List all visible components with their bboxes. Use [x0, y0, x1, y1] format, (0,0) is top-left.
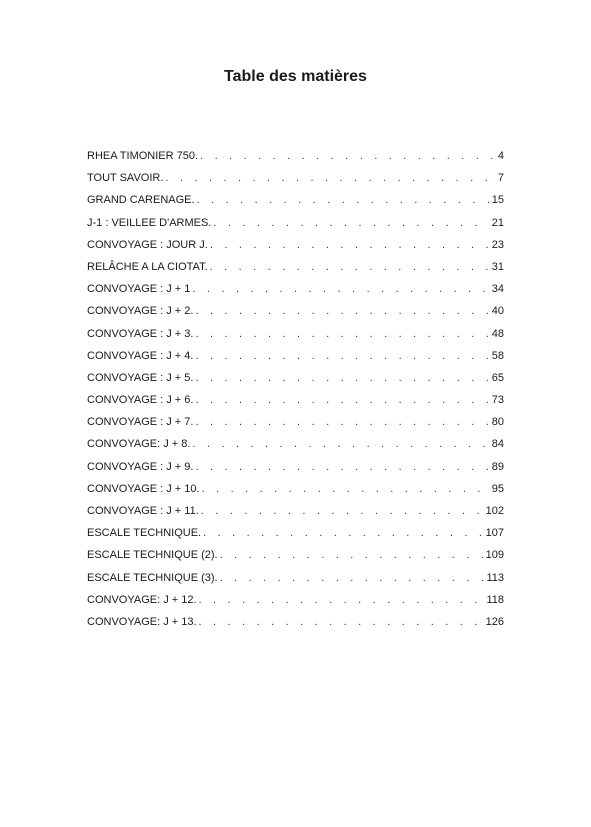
toc-entry[interactable]: [87, 525, 504, 547]
toc-entry[interactable]: [87, 259, 504, 281]
toc-entry-page-number: 118: [486, 593, 504, 606]
toc-entry[interactable]: [87, 170, 504, 192]
toc-entry-page-number: 73: [491, 394, 504, 407]
toc-entry-page-number: 34: [491, 283, 504, 296]
toc-entry[interactable]: [87, 192, 504, 214]
toc-entry-label: CONVOYAGE : J + 5.: [87, 371, 194, 384]
toc-dot-leader: [220, 547, 484, 563]
toc-entry-label: CONVOYAGE : J + 4.: [87, 349, 194, 362]
toc-entry-label: TOUT SAVOIR.: [87, 172, 164, 185]
toc-dot-leader: [192, 281, 489, 297]
toc-entry-label: ESCALE TECHNIQUE (3).: [87, 571, 218, 584]
toc-entry-label: RHEA TIMONIER 750.: [87, 150, 199, 162]
toc-dot-leader: [197, 192, 490, 208]
toc-dot-leader: [199, 614, 484, 630]
toc-entry-label: CONVOYAGE : JOUR J.: [87, 238, 208, 251]
toc-entry[interactable]: [87, 570, 504, 592]
toc-entry-page-number: 80: [491, 416, 504, 429]
toc-entry[interactable]: [87, 281, 504, 303]
toc-entry-page-number: 109: [485, 549, 504, 562]
toc-entry-label: ESCALE TECHNIQUE.: [87, 527, 202, 540]
toc-entry[interactable]: [87, 614, 504, 636]
toc-entry-page-number: 126: [485, 615, 504, 628]
toc-dot-leader: [200, 148, 496, 164]
toc-entry-label: RELÂCHE A LA CIOTAT.: [87, 260, 208, 273]
page-title: Table des matières: [224, 68, 367, 85]
toc-entry-page-number: 95: [491, 482, 504, 495]
toc-entry-page-number: 23: [491, 238, 504, 251]
toc-dot-leader: [195, 348, 489, 364]
toc-entry-label: CONVOYAGE : J + 7.: [87, 416, 194, 429]
toc-entry[interactable]: [87, 348, 504, 370]
toc-entry[interactable]: [87, 436, 504, 458]
toc-entry-label: GRAND CARENAGE.: [87, 194, 195, 207]
toc-dot-leader: [213, 215, 489, 231]
toc-entry-page-number: 7: [497, 172, 504, 185]
toc-entry[interactable]: [87, 148, 504, 170]
toc-entry-label: CONVOYAGE : J + 2.: [87, 305, 194, 318]
toc-entry[interactable]: [87, 370, 504, 392]
toc-dot-leader: [195, 303, 489, 319]
toc-entry-page-number: 15: [491, 194, 504, 207]
toc-entry[interactable]: [87, 215, 504, 237]
toc-dot-leader: [195, 370, 489, 386]
toc-entry-page-number: 113: [486, 571, 504, 584]
toc-dot-leader: [210, 237, 490, 253]
toc-dot-leader: [201, 503, 484, 519]
toc-entry-page-number: 21: [491, 216, 504, 229]
toc-entry[interactable]: [87, 237, 504, 259]
toc-dot-leader: [195, 459, 489, 475]
toc-list: [87, 148, 504, 636]
toc-dot-leader: [203, 525, 484, 541]
toc-entry-page-number: 40: [491, 305, 504, 318]
toc-entry-label: CONVOYAGE : J + 6.: [87, 394, 194, 407]
toc-entry[interactable]: [87, 459, 504, 481]
toc-entry-page-number: 31: [491, 260, 504, 273]
toc-entry[interactable]: [87, 503, 504, 525]
toc-entry[interactable]: [87, 592, 504, 614]
toc-dot-leader: [195, 392, 489, 408]
toc-entry-page-number: 58: [491, 349, 504, 362]
toc-dot-leader: [210, 259, 490, 275]
toc-entry-label: CONVOYAGE: J + 13.: [87, 615, 197, 628]
toc-entry-label: CONVOYAGE : J + 1: [87, 283, 191, 296]
toc-entry-label: CONVOYAGE: J + 8.: [87, 438, 191, 451]
toc-entry-label: CONVOYAGE: J + 12.: [87, 593, 197, 606]
toc-dot-leader: [202, 481, 490, 497]
toc-entry[interactable]: [87, 392, 504, 414]
toc-entry-page-number: 89: [491, 460, 504, 473]
toc-entry-label: CONVOYAGE : J + 9.: [87, 460, 194, 473]
toc-dot-leader: [199, 592, 485, 608]
toc-entry-page-number: 107: [485, 527, 504, 540]
toc-entry-page-number: 84: [491, 438, 504, 451]
toc-dot-leader: [195, 414, 489, 430]
toc-entry-page-number: 102: [485, 505, 504, 517]
toc-entry[interactable]: [87, 547, 504, 569]
toc-entry-page-number: 4: [497, 150, 504, 162]
toc-entry-label: CONVOYAGE : J + 10.: [87, 482, 200, 495]
toc-entry-label: CONVOYAGE : J + 11.: [87, 505, 199, 517]
toc-dot-leader: [220, 570, 485, 586]
toc-dot-leader: [165, 170, 495, 186]
toc-entry[interactable]: [87, 303, 504, 325]
toc-entry-label: ESCALE TECHNIQUE (2).: [87, 549, 218, 562]
toc-entry-label: CONVOYAGE : J + 3.: [87, 327, 194, 340]
toc-entry[interactable]: [87, 326, 504, 348]
toc-entry[interactable]: [87, 481, 504, 503]
toc-dot-leader: [192, 436, 489, 452]
toc-entry-label: J-1 : VEILLEE D'ARMES.: [87, 216, 212, 229]
toc-dot-leader: [195, 326, 489, 342]
toc-entry[interactable]: [87, 414, 504, 436]
toc-entry-page-number: 65: [491, 371, 504, 384]
toc-entry-page-number: 48: [491, 327, 504, 340]
